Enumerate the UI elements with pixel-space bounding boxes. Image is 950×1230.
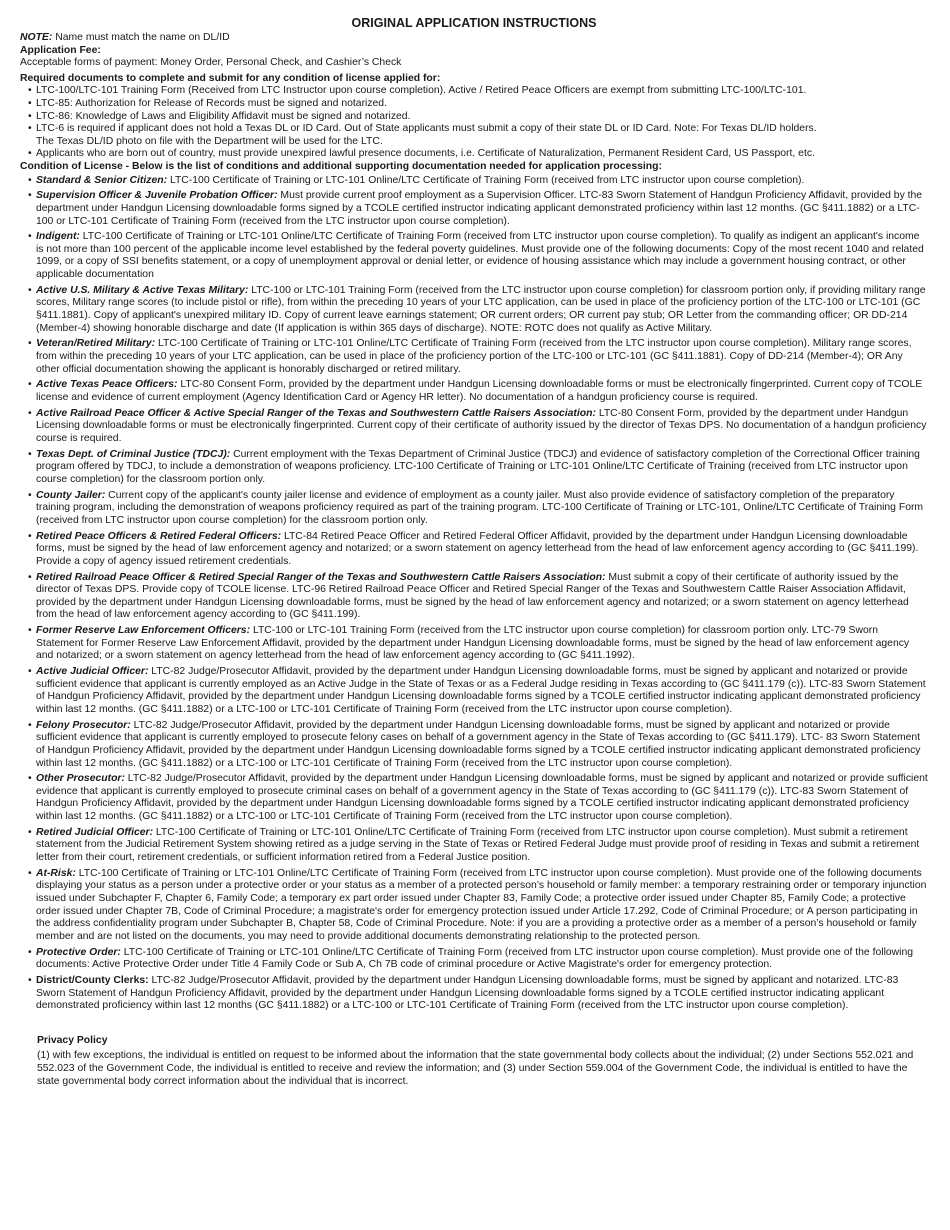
condition-text: LTC-100 Certificate of Training or LTC-101 Online/LTC Certificate of Training Form (received from LTC instructor upon course completion). To qualify as indigent an applicant's income is not more than 100 percent of the applicable income level established by the federal poverty guidelines. Must provide one of the following documents: Copy of the most recent 1040 and related 1099, or a copy of SSI benefits statement, or a copy of unemployment approval or denial letter, or evidence of housing assistance which may include a government housing contract, or other applicable documentation — [36, 231, 924, 281]
condition-retired-judicial-officer — [20, 827, 928, 865]
condition-indigent — [20, 231, 928, 281]
list-item — [20, 123, 928, 148]
condition-text: LTC-82 Judge/Prosecutor Affidavit, provided by the department under Handgun Licensing downloadable forms, must be signed by applicant and notarized. LTC-83 Sworn Statement of Handgun Proficiency Affidavit, provided by the department under Handgun Licensing downloadable forms signed by a TCOLE certified instructor indicating applicant demonstrated proficiency within last 12 months (GC §411.1882) or a LTC-100 or LTC-101 Certificate of Training Form (received from the LTC instructor upon course completion). — [36, 974, 899, 1012]
condition-label: Veteran/Retired Military: — [36, 338, 156, 350]
page-title: ORIGINAL APPLICATION INSTRUCTIONS — [351, 16, 597, 30]
condition-text: Must submit a copy of their certificate of authority issued by the director of Texas DPS. Provide copy of TCOLE license. LTC-96 Retired Railroad Peace Officer and Retired Special Ranger of the Texas and Southwestern Cattle Raiser Association Affidavit, provided by the department under Handgun Licensing downloadable forms, must be signed by the head of law enforcement agency and notarized; or a sworn statement on agency letterhead from the head of law enforcement agency according to (GC §411.199). — [36, 571, 909, 621]
condition-county-jailer — [20, 490, 928, 528]
condition-active-judicial-officer — [20, 666, 928, 716]
payment-forms: Acceptable forms of payment: Money Order, Personal Check, and Cashier’s Check — [20, 57, 402, 69]
list-item: • LTC-100/LTC-101 Training Form (Received from LTC Instructor upon course completion). Active / Retired Peace Officers are exempt from submitting LTC-100/LTC-101. — [20, 85, 928, 98]
note-label: NOTE: — [20, 32, 53, 43]
condition-text: LTC-100 Certificate of Training or LTC-101 Online/LTC Certificate of Training Form (received from LTC instructor upon course completion). Must provide one of the following documents: Active Protective Order under Title 4 Family Code or Sub A, Ch 7B code of criminal procedure or Active Magistrate's order for emergency protection. — [36, 946, 914, 971]
condition-felony-prosecutor — [20, 720, 928, 770]
conditions-heading: Condition of License - Below is the list of conditions and additional supporting documentation needed for application processing: — [20, 160, 662, 172]
condition-text: Must provide current proof employment as a Supervision Officer. LTC-83 Sworn Statement of Handgun Proficiency Affidavit, provided by the department under Handgun Licensing downloadable forms signed by a TCOLE certified instructor indicating applicant demonstrated proficiency within last 12 months. (GC §411.1882) or a LTC-100 or LTC-101 Certificate of Training Form (received from the LTC instructor upon course completion). — [36, 190, 923, 227]
privacy-policy-title: Privacy Policy — [37, 1034, 108, 1046]
list-item: • LTC-86: Knowledge of Laws and Eligibility Affidavit must be signed and notarized. — [20, 111, 928, 124]
condition-text: LTC-84 Retired Peace Officer and Retired Federal Officer Affidavit, provided by the department under Handgun Licensing downloadable forms, must be signed by the head of law enforcement agency and notarized; or a sworn statement on agency letterhead from the head of law enforcement agency according to (GC §411.199). Provide a copy of agency issued retirement credentials. — [36, 530, 919, 567]
condition-text: LTC-80 Consent Form, provided by the department under Handgun Licensing downloadable forms or must be electronically fingerprinted. Current copy of their certificate of authority issued by the director of Texas DPS. No documentation of a handgun proficiency course is required. — [36, 407, 927, 444]
list-item: • Applicants who are born out of country, must provide unexpired lawful presence documents, i.e. Certificate of Naturalization, Permanent Resident Card, US Passport, etc. — [20, 148, 928, 161]
condition-label: Active Railroad Peace Officer & Active Special Ranger of the Texas and Southwestern Cattle Raisers Association: — [36, 407, 596, 419]
condition-active-texas-peace-officers — [20, 379, 928, 404]
condition-retired-peace-officers — [20, 531, 928, 569]
list-item: • LTC-85: Authorization for Release of Records must be signed and notarized. — [20, 98, 928, 111]
condition-text: LTC-80 Consent Form, provided by the department under Handgun Licensing downloadable forms or must be electronically fingerprinted. Current copy of TCOLE license and evidence of current employment (Agency Identification Card or Agency HR letter). No documentation of a handgun proficiency course is required. — [36, 379, 923, 403]
condition-label: Retired Judicial Officer: — [36, 826, 154, 838]
condition-label: County Jailer: — [36, 489, 106, 501]
condition-supervision-officer — [20, 190, 928, 228]
condition-text: LTC-100 Certificate of Training or LTC-101 Online/LTC Certificate of Training Form (received from LTC instructor upon course completion). Must submit a retirement statement from the Judicial Retirement System showing retired as a judge serving in the State of Texas or Retired Federal Judge must provide proof of residing in Texas and submit a retirement letter from their court, retirement credentials, or sufficient information retired from a Federal Justice position. — [36, 826, 920, 864]
list-item-text: LTC-6 is required if applicant does not hold a Texas DL or ID Card. Out of State applicants must submit a copy of their state DL or ID Card. Note: For Texas DL/ID holders. — [36, 123, 817, 135]
condition-text: LTC-100 or LTC-101 Training Form (received from the LTC instructor upon course completion) for classroom portion only, if providing military range scores, Military range scores (to include pistol or rifle), from within the preceding 10 years of your LTC application, can be used in place of the proficiency portion of the LTC-100 or LTC-101 (GC §411.1881). Copy of applicant's unexpired military ID. Copy of current leave earnings statement; OR current orders; OR current pay stub; OR Letter from the commanding officer; OR DD-214 (Member-4) showing honorable discharge and date (If application is within 365 days of discharge). NOTE: ROTC does not qualify as Active Military. — [36, 284, 926, 334]
condition-label: Retired Railroad Peace Officer & Retired Special Ranger of the Texas and Southwestern Cattle Raisers Association: — [36, 571, 606, 583]
note-text: Name must match the name on DL/ID — [52, 32, 230, 43]
condition-label: Active Texas Peace Officers: — [36, 379, 178, 391]
application-fee-label: Application Fee: — [20, 44, 101, 56]
condition-district-county-clerks — [20, 975, 928, 1013]
condition-label: Texas Dept. of Criminal Justice (TDCJ): — [36, 448, 231, 460]
condition-label: Indigent: — [36, 231, 80, 243]
condition-text: LTC-100 Certificate of Training or LTC-101 Online/LTC Certificate of Training Form (received from LTC instructor upon course completion). — [167, 174, 805, 186]
condition-label: Felony Prosecutor: — [36, 719, 131, 731]
condition-text: LTC-100 Certificate of Training or LTC-101 Online/LTC Certificate of Training Form (received from LTC instructor upon course completion). Must provide one of the following documents displaying your status as a person under a protective order or your status as a member of a protected person’s household or family member: a temporary restraining order or temporary injunction issued under Subchapter F, Chapter 6, Family Code; a temporary ex part order issued under Chapter 83, Family Code; a protective order issued under Chapter 85, Family Code; a protective order issued under Chapter 7B, Code of Criminal Procedure; a magistrate's order for emergency protection issued under Article 17.292, Code of Criminal Procedure; or A person participating in the address confidentiality program under Subchapter B, Chapter 58, Code of Criminal Procedure. Note: if you are a providing a protective order as a member of a person’s household or family member and are not listed on the documents, you may need to provide additional documents demonstrating relationship to the protected person. — [36, 867, 927, 942]
condition-former-reserve-officers — [20, 625, 928, 663]
list-item-text-continued: The Texas DL/ID photo on file with the Department will be used for the LTC. — [36, 135, 383, 147]
required-docs-list — [20, 85, 928, 161]
condition-tdcj — [20, 449, 928, 487]
condition-active-railroad-peace-officer — [20, 408, 928, 446]
condition-retired-railroad-peace-officer — [20, 572, 928, 622]
condition-text: Current copy of the applicant's county jailer license and evidence of employment as a county jailer. Must also provide evidence of satisfactory completion of the preparatory training program, including the demonstration of weapons proficiency required as part of the training program. LTC-100 Certificate of Training or LTC-101, Online/LTC Certificate of Training Form (received from LTC instructor upon course completion) for the classroom portion only. — [36, 489, 924, 526]
condition-text: LTC-100 or LTC-101 Training Form (received from the LTC instructor upon course completion) for classroom portion only. LTC-79 Sworn Statement for Former Reserve Law Enforcement Affidavit, provided by the department under Handgun Licensing downloadable forms, must be signed by the head of law enforcement agency and notarized; or a sworn statement on agency letterhead from the head of law enforcement agency according to (GC §411.1992). — [36, 625, 910, 662]
privacy-policy-text: (1) with few exceptions, the individual is entitled on request to be informed about the information that the state governmental body collects about the individual; (2) under Sections 552.021 and 552.023 of the Government Code, the individual is entitled to receive and review the information; and (3) under Section 559.004 of the Government Code, the individual is entitled to have the state governmental body correct information about the individual that is incorrect. — [37, 1050, 914, 1087]
required-docs-heading: Required documents to complete and submit for any condition of license applied for: — [20, 72, 441, 84]
condition-text: Current employment with the Texas Department of Criminal Justice (TDCJ) and evidence of satisfactory completion of the Correctional Officer training program offered by TDCJ, to include a demonstration of weapons proficiency. LTC-100 Certificate of Training or LTC-101 Online/LTC Certificate of Training (received from LTC instructor upon course completion) for the classroom portion only. — [36, 448, 920, 485]
condition-at-risk — [20, 868, 928, 944]
privacy-policy — [20, 1035, 928, 1088]
note-line — [20, 32, 928, 45]
conditions-list — [20, 175, 928, 1013]
condition-label: Former Reserve Law Enforcement Officers: — [36, 625, 251, 637]
condition-label: Active U.S. Military & Active Texas Military: — [36, 284, 249, 296]
condition-label: Supervision Officer & Juvenile Probation Officer: — [36, 190, 278, 202]
condition-label: At-Risk: — [36, 867, 76, 879]
condition-text: LTC-82 Judge/Prosecutor Affidavit, provided by the department under Handgun Licensing downloadable forms, must be signed by applicant and notarized or provide sufficient evidence that applicant is currently employed as an Active Judge in the State of Texas or as a Federal Judge residing in Texas according to (GC §411.179 (c)). LTC-83 Sworn Statement of Handgun Proficiency Affidavit, provided by the department under Handgun Licensing downloadable forms signed by a TCOLE certified instructor indicating applicant demonstrated proficiency within last 12 months. (GC §411.1882) or a LTC-100 or LTC-101 Certificate of Training Form (received from the LTC instructor upon course completion). — [36, 666, 926, 715]
condition-label: District/County Clerks: — [36, 974, 149, 986]
condition-protective-order — [20, 947, 928, 972]
condition-text: LTC-100 Certificate of Training or LTC-101 Online/LTC Certificate of Training Form (received from the LTC instructor upon course completion). Military range scores, from within the preceding 10 years of your LTC application, can be used in place of the proficiency portion of the LTC-100 or LTC-101 (GC §411.1881). Copy of DD-214 (Member-4); OR Any other official documentation showing the applicant is honorably discharged or retired military. — [36, 338, 912, 375]
condition-standard-senior — [20, 175, 928, 188]
condition-text: LTC-82 Judge/Prosecutor Affidavit, provided by the department under Handgun Licensing downloadable forms, must be signed by applicant and notarized or provide sufficient evidence that applicant is currently employed to prosecute criminal cases on behalf of a government agency in the State of Texas according to (GC §411.179 (c)). LTC-83 Sworn Statement of Handgun Proficiency Affidavit, provided by the department under Handgun Licensing downloadable forms signed by a TCOLE certified instructor indicating applicant demonstrated proficiency within last 12 months. (GC §411.1882) or a LTC-100 or LTC-101 Certificate of Training Form (received from the LTC instructor upon course completion). — [36, 773, 928, 823]
condition-label: Other Prosecutor: — [36, 773, 125, 785]
condition-label: Active Judicial Officer: — [36, 666, 149, 678]
condition-text: LTC-82 Judge/Prosecutor Affidavit, provided by the department under Handgun Licensing downloadable forms, must be signed by applicant and notarized or provide sufficient evidence that applicant is currently employed to prosecute felony cases on behalf of a government agency in the State of Texas according to (GC §411.179). LTC- 83 Sworn Statement of Handgun Proficiency Affidavit, provided by the department under Handgun Licensing downloadable forms signed by a TCOLE certified instructor indicating applicant demonstrated proficiency within last 12 months. (GC §411.1882) or a LTC-100 or LTC-101 Certificate of Training Form (received from the LTC instructor upon course completion). — [36, 719, 921, 769]
condition-other-prosecutor — [20, 773, 928, 823]
condition-active-military — [20, 285, 928, 335]
condition-label: Protective Order: — [36, 946, 121, 958]
condition-veteran-retired-military — [20, 338, 928, 376]
condition-label: Standard & Senior Citizen: — [36, 174, 168, 186]
condition-label: Retired Peace Officers & Retired Federal Officers: — [36, 530, 282, 542]
